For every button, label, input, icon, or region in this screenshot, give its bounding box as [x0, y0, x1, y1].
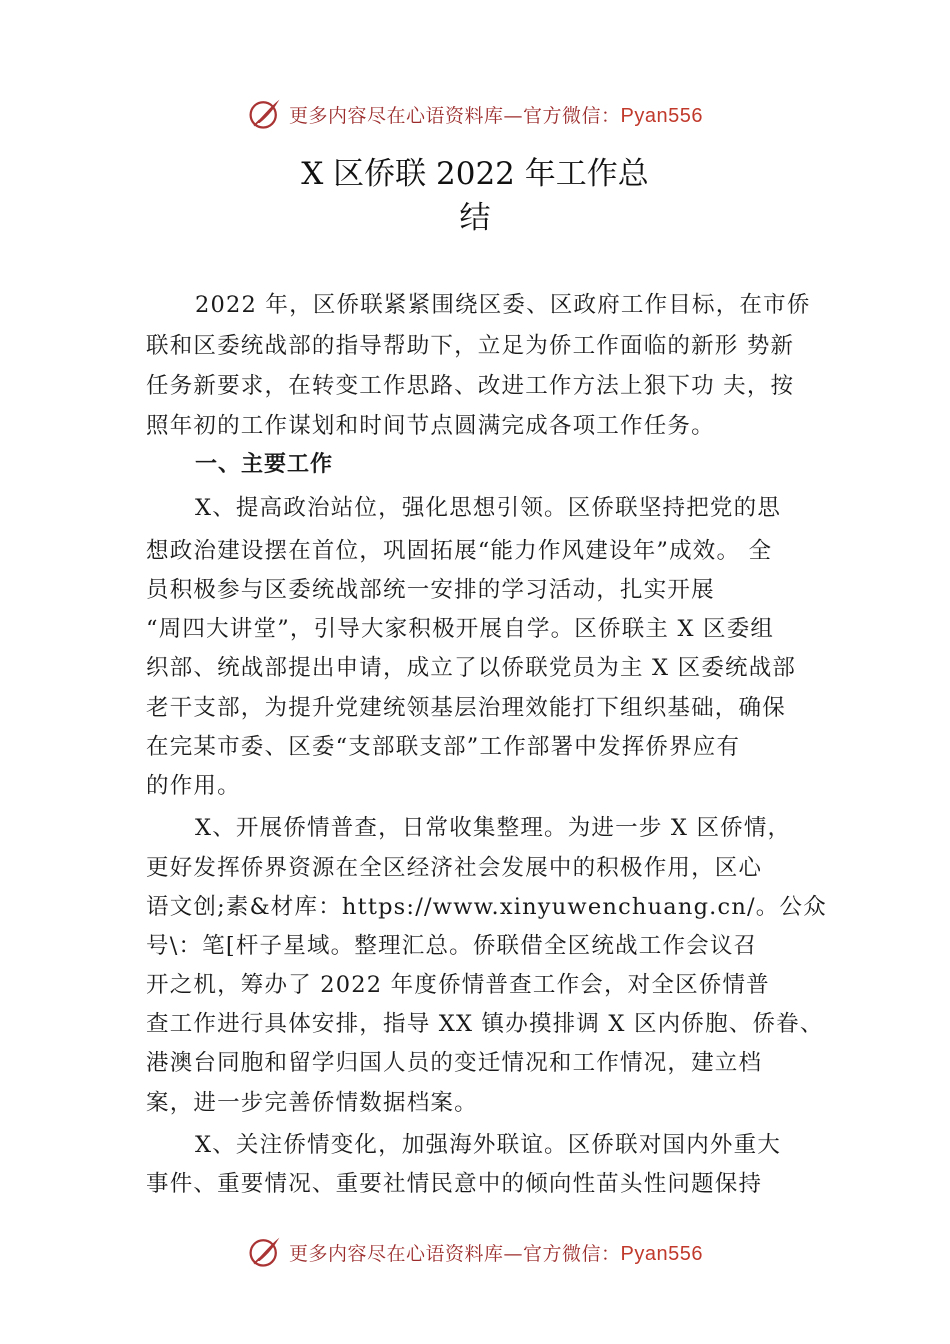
paragraph-line: 联和区委统战部的指导帮助下，立足为侨工作面临的新形 势新 [146, 333, 795, 359]
paragraph-line: 的作用。 [146, 773, 241, 799]
paragraph-line: 更好发挥侨界资源在全区经济社会发展中的积极作用，区心 [146, 855, 763, 881]
paragraph-line: 老干支部，为提升党建统领基层治理效能打下组织基础，确保 [146, 695, 786, 721]
quill-logo-icon [247, 96, 283, 132]
paragraph-line: 语文创;素&材库：https://www.xinyuwenchuang.cn/。公众 [146, 894, 827, 920]
paragraph-line: X、关注侨情变化，加强海外联谊。区侨联对国内外重大 [195, 1132, 782, 1158]
quill-logo-icon [247, 1234, 283, 1270]
banner-text: 更多内容尽在心语资料库—官方微信：Pyan556 [289, 1242, 703, 1265]
paragraph-line: 事件、重要情况、重要社情民意中的倾向性苗头性问题保持 [146, 1171, 763, 1197]
document-title-continued: 结 [459, 200, 491, 236]
paragraph-line: 想政治建设摆在首位，巩固拓展“能力作风建设年”成效。 全 [146, 538, 773, 564]
paragraph-line: “周四大讲堂”，引导大家积极开展自学。区侨联主 X 区委组 [146, 616, 775, 642]
document-title: X 区侨联 2022 年工作总 [301, 156, 649, 192]
banner-text: 更多内容尽在心语资料库—官方微信：Pyan556 [289, 104, 703, 127]
paragraph-line: 2022 年，区侨联紧紧围绕区委、区政府工作目标，在市侨 [195, 292, 811, 318]
paragraph-line: 港澳台同胞和留学归国人员的变迁情况和工作情况，建立档 [146, 1050, 763, 1076]
paragraph-line: 任务新要求，在转变工作思路、改进工作方法上狠下功 夫，按 [146, 373, 795, 399]
paragraph-line: 织部、统战部提出申请，成立了以侨联党员为主 X 区委统战部 [146, 655, 797, 681]
footer-banner [0, 1232, 950, 1272]
paragraph-line: 号\：笔[杆子星域。整理汇总。侨联借全区统战工作会议召 [146, 933, 758, 959]
paragraph-line: 在完某市委、区委“支部联支部”工作部署中发挥侨界应有 [146, 734, 741, 760]
header-banner [0, 94, 950, 134]
paragraph-line: 案，进一步完善侨情数据档案。 [146, 1090, 478, 1116]
wechat-account: Pyan556 [620, 104, 703, 127]
paragraph-line: 查工作进行具体安排，指导 XX 镇办摸排调 X 区内侨胞、侨眷、 [146, 1011, 824, 1037]
paragraph-line: 员积极参与区委统战部统一安排的学习活动，扎实开展 [146, 577, 715, 603]
paragraph-line: X、开展侨情普查，日常收集整理。为进一步 X 区侨情， [195, 815, 792, 841]
paragraph-line: 照年初的工作谋划和时间节点圆满完成各项工作任务。 [146, 413, 715, 439]
paragraph-line: X、提高政治站位，强化思想引领。区侨联坚持把党的思 [195, 495, 782, 521]
paragraph-line: 开之机，筹办了 2022 年度侨情普查工作会，对全区侨情普 [146, 972, 770, 998]
wechat-account: Pyan556 [620, 1242, 703, 1265]
section-heading: 一、主要工作 [195, 452, 334, 477]
